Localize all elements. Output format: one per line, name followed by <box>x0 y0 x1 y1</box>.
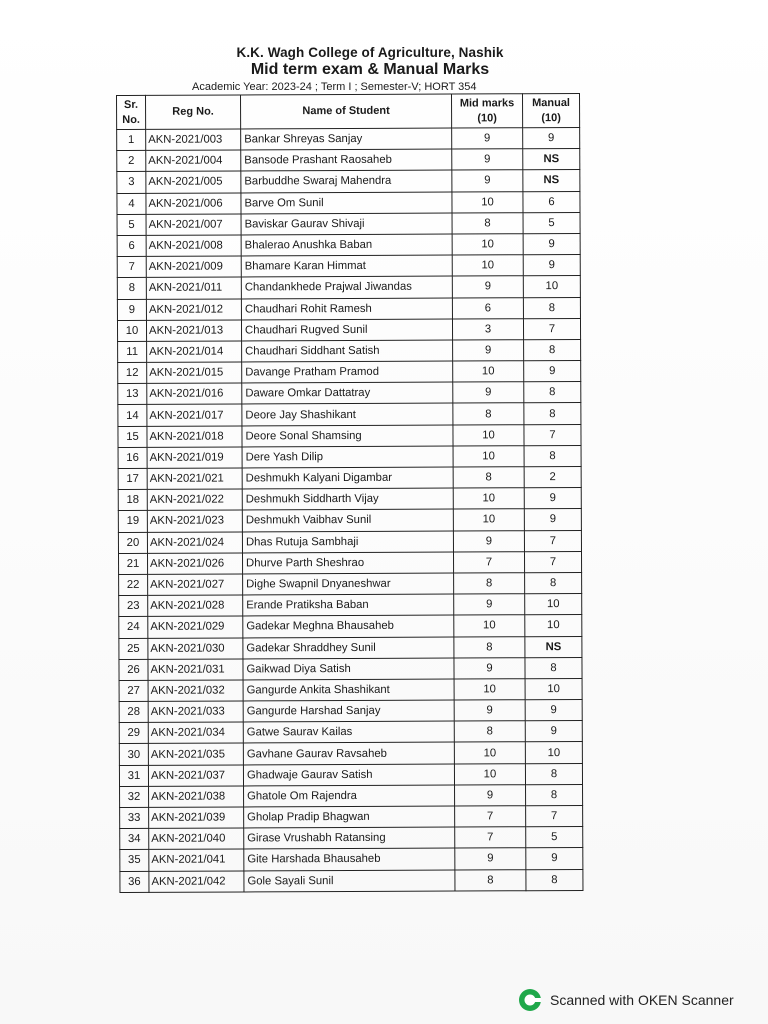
cell-sr-no: 31 <box>119 765 148 786</box>
table-row <box>119 636 582 659</box>
cell-student-name: Daware Omkar Dattatray <box>242 382 453 404</box>
table-row <box>118 551 581 574</box>
header-manual-line1: Manual <box>532 96 571 109</box>
cell-manual-marks: 8 <box>524 445 581 466</box>
cell-mid-marks: 9 <box>453 340 524 361</box>
table-row <box>120 869 583 892</box>
cell-sr-no: 12 <box>118 362 147 383</box>
cell-student-name: Gangurde Ankita Shashikant <box>243 679 454 701</box>
cell-mid-marks: 10 <box>453 361 524 382</box>
cell-reg-no: AKN-2021/027 <box>148 574 243 596</box>
cell-mid-marks: 10 <box>452 255 523 276</box>
cell-manual-marks: 9 <box>524 509 581 530</box>
cell-reg-no: AKN-2021/035 <box>148 743 243 765</box>
cell-reg-no: AKN-2021/019 <box>147 447 242 469</box>
cell-mid-marks: 8 <box>455 869 526 890</box>
table-header-row <box>117 93 580 129</box>
cell-reg-no: AKN-2021/030 <box>148 637 243 659</box>
cell-reg-no: AKN-2021/013 <box>146 320 241 342</box>
cell-manual-marks: 6 <box>523 191 580 212</box>
cell-student-name: Barve Om Sunil <box>241 192 452 214</box>
cell-sr-no: 14 <box>118 405 147 426</box>
oken-scanner-logo-icon <box>518 988 542 1012</box>
cell-mid-marks: 7 <box>455 806 526 827</box>
cell-reg-no: AKN-2021/038 <box>149 786 244 808</box>
table-row <box>120 805 583 828</box>
cell-sr-no: 23 <box>119 595 148 616</box>
cell-reg-no: AKN-2021/006 <box>146 193 241 215</box>
cell-mid-marks: 9 <box>455 848 526 869</box>
cell-manual-marks: NS <box>525 636 582 657</box>
table-row <box>117 276 580 299</box>
cell-mid-marks: 3 <box>452 318 523 339</box>
cell-mid-marks: 8 <box>452 212 523 233</box>
cell-mid-marks: 8 <box>454 721 525 742</box>
cell-student-name: Barbuddhe Swaraj Mahendra <box>241 170 452 192</box>
table-row <box>120 784 583 807</box>
cell-reg-no: AKN-2021/037 <box>148 765 243 787</box>
cell-student-name: Chaudhari Siddhant Satish <box>242 340 453 362</box>
cell-sr-no: 18 <box>118 490 147 511</box>
table-row <box>119 742 582 765</box>
table-row <box>119 594 582 617</box>
cell-student-name: Deshmukh Vaibhav Sunil <box>242 509 453 531</box>
cell-mid-marks: 8 <box>453 403 524 424</box>
cell-mid-marks: 10 <box>452 234 523 255</box>
cell-sr-no: 30 <box>119 744 148 765</box>
cell-student-name: Gadekar Shraddhey Sunil <box>243 637 454 659</box>
header-manual-line2: (10) <box>541 111 561 124</box>
cell-manual-marks: 8 <box>524 403 581 424</box>
cell-manual-marks: 8 <box>524 339 581 360</box>
cell-student-name: Girase Vrushabh Ratansing <box>244 827 455 849</box>
cell-student-name: Gangurde Harshad Sanjay <box>243 700 454 722</box>
table-row <box>118 530 581 553</box>
cell-mid-marks: 9 <box>454 657 525 678</box>
table-row <box>118 424 581 447</box>
cell-mid-marks: 9 <box>454 594 525 615</box>
cell-student-name: Davange Pratham Pramod <box>242 361 453 383</box>
cell-sr-no: 16 <box>118 447 147 468</box>
cell-sr-no: 24 <box>119 617 148 638</box>
cell-manual-marks: 8 <box>525 763 582 784</box>
table-row <box>117 212 580 235</box>
header-mid-line2: (10) <box>477 111 497 124</box>
cell-sr-no: 35 <box>120 850 149 871</box>
table-row <box>118 488 581 511</box>
cell-sr-no: 9 <box>117 299 146 320</box>
table-row <box>119 657 582 680</box>
cell-mid-marks: 9 <box>455 785 526 806</box>
cell-mid-marks: 10 <box>452 191 523 212</box>
table-row <box>119 700 582 723</box>
table-row <box>118 509 581 532</box>
cell-student-name: Gaikwad Diya Satish <box>243 658 454 680</box>
cell-reg-no: AKN-2021/007 <box>146 214 241 236</box>
table-row <box>117 255 580 278</box>
table-row <box>118 361 581 384</box>
cell-sr-no: 32 <box>120 786 149 807</box>
cell-student-name: Ghatole Om Rajendra <box>244 785 455 807</box>
table-row <box>119 763 582 786</box>
cell-sr-no: 11 <box>118 341 147 362</box>
cell-reg-no: AKN-2021/009 <box>146 256 241 278</box>
cell-mid-marks: 10 <box>454 679 525 700</box>
cell-sr-no: 17 <box>118 468 147 489</box>
table-row <box>117 318 580 341</box>
cell-reg-no: AKN-2021/042 <box>149 871 244 893</box>
cell-reg-no: AKN-2021/032 <box>148 680 243 702</box>
cell-sr-no: 22 <box>119 574 148 595</box>
cell-manual-marks: NS <box>523 170 580 191</box>
cell-manual-marks: 9 <box>523 233 580 254</box>
cell-student-name: Bankar Shreyas Sanjay <box>241 128 452 150</box>
cell-student-name: Dere Yash Dilip <box>242 446 453 468</box>
cell-mid-marks: 9 <box>453 382 524 403</box>
cell-student-name: Dhas Rutuja Sambhaji <box>242 531 453 553</box>
cell-sr-no: 5 <box>117 214 146 235</box>
cell-sr-no: 36 <box>120 871 149 892</box>
cell-sr-no: 29 <box>119 723 148 744</box>
table-row <box>117 297 580 320</box>
cell-reg-no: AKN-2021/016 <box>147 383 242 405</box>
cell-manual-marks: 9 <box>523 127 580 148</box>
cell-mid-marks: 9 <box>452 170 523 191</box>
cell-student-name: Ghadwaje Gaurav Satish <box>243 764 454 786</box>
cell-reg-no: AKN-2021/029 <box>148 616 243 638</box>
cell-student-name: Deshmukh Siddharth Vijay <box>242 488 453 510</box>
cell-reg-no: AKN-2021/017 <box>147 404 242 426</box>
cell-manual-marks: 9 <box>524 488 581 509</box>
cell-mid-marks: 8 <box>453 467 524 488</box>
cell-manual-marks: 9 <box>524 361 581 382</box>
cell-sr-no: 3 <box>117 172 146 193</box>
cell-mid-marks: 10 <box>453 488 524 509</box>
cell-reg-no: AKN-2021/040 <box>149 828 244 850</box>
cell-manual-marks: 7 <box>524 530 581 551</box>
cell-reg-no: AKN-2021/003 <box>146 129 241 151</box>
cell-sr-no: 4 <box>117 193 146 214</box>
header-mid-marks <box>451 94 522 128</box>
scanner-watermark <box>518 988 734 1012</box>
cell-mid-marks: 10 <box>453 424 524 445</box>
cell-manual-marks: 9 <box>523 255 580 276</box>
header-manual-marks <box>522 93 579 127</box>
academic-year-line: Academic Year: 2023-24 ; Term I ; Semester-V; HORT 354 <box>192 81 477 93</box>
cell-student-name: Dhurve Parth Sheshrao <box>242 552 453 574</box>
marks-table <box>116 93 583 893</box>
header-mid-line1: Mid marks <box>459 96 515 109</box>
cell-student-name: Chandankhede Prajwal Jiwandas <box>241 276 452 298</box>
cell-student-name: Deore Jay Shashikant <box>242 403 453 425</box>
cell-mid-marks: 10 <box>453 446 524 467</box>
cell-sr-no: 19 <box>118 511 147 532</box>
cell-sr-no: 8 <box>117 278 146 299</box>
cell-student-name: Dighe Swapnil Dnyaneshwar <box>243 573 454 595</box>
cell-reg-no: AKN-2021/014 <box>147 341 242 363</box>
cell-sr-no: 28 <box>119 701 148 722</box>
cell-manual-marks: 2 <box>524 466 581 487</box>
table-row <box>118 445 581 468</box>
cell-mid-marks: 6 <box>452 297 523 318</box>
cell-sr-no: 6 <box>117 235 146 256</box>
cell-manual-marks: 10 <box>525 615 582 636</box>
header-sr-line1: Sr. <box>123 98 139 111</box>
cell-mid-marks: 9 <box>452 149 523 170</box>
cell-manual-marks: 10 <box>525 594 582 615</box>
cell-student-name: Bansode Prashant Raosaheb <box>241 149 452 171</box>
cell-manual-marks: 5 <box>523 212 580 233</box>
cell-reg-no: AKN-2021/012 <box>146 298 241 320</box>
cell-manual-marks: 9 <box>526 848 583 869</box>
cell-student-name: Gholap Pradip Bhagwan <box>244 806 455 828</box>
table-row <box>118 403 581 426</box>
cell-reg-no: AKN-2021/021 <box>147 468 242 490</box>
cell-sr-no: 2 <box>117 151 146 172</box>
cell-mid-marks: 7 <box>453 551 524 572</box>
cell-reg-no: AKN-2021/039 <box>149 807 244 829</box>
cell-reg-no: AKN-2021/033 <box>148 701 243 723</box>
cell-student-name: Deshmukh Kalyani Digambar <box>242 467 453 489</box>
cell-manual-marks: 5 <box>526 827 583 848</box>
cell-manual-marks: 9 <box>525 700 582 721</box>
college-name: K.K. Wagh College of Agriculture, Nashik <box>236 45 504 60</box>
cell-student-name: Bhalerao Anushka Baban <box>241 234 452 256</box>
cell-mid-marks: 8 <box>454 573 525 594</box>
cell-manual-marks: 8 <box>524 382 581 403</box>
cell-reg-no: AKN-2021/011 <box>146 277 241 299</box>
table-row <box>119 572 582 595</box>
cell-manual-marks: 7 <box>524 424 581 445</box>
cell-sr-no: 33 <box>120 807 149 828</box>
cell-sr-no: 7 <box>117 256 146 277</box>
table-row <box>119 615 582 638</box>
cell-manual-marks: 8 <box>523 297 580 318</box>
cell-student-name: Chaudhari Rugved Sunil <box>241 319 452 341</box>
cell-student-name: Gole Sayali Sunil <box>244 870 455 892</box>
cell-reg-no: AKN-2021/018 <box>147 426 242 448</box>
cell-sr-no: 13 <box>118 384 147 405</box>
cell-manual-marks: 10 <box>525 742 582 763</box>
cell-manual-marks: NS <box>523 149 580 170</box>
cell-sr-no: 34 <box>120 829 149 850</box>
cell-sr-no: 25 <box>119 638 148 659</box>
cell-manual-marks: 8 <box>525 657 582 678</box>
cell-mid-marks: 7 <box>455 827 526 848</box>
cell-student-name: Chaudhari Rohit Ramesh <box>241 298 452 320</box>
cell-reg-no: AKN-2021/005 <box>146 171 241 193</box>
table-row <box>118 466 581 489</box>
cell-manual-marks: 7 <box>523 318 580 339</box>
table-row <box>117 127 580 150</box>
scanner-text: Scanned with OKEN Scanner <box>550 992 734 1008</box>
cell-mid-marks: 9 <box>452 276 523 297</box>
cell-student-name: Gadekar Meghna Bhausaheb <box>243 615 454 637</box>
table-row <box>120 848 583 871</box>
cell-mid-marks: 10 <box>454 763 525 784</box>
cell-manual-marks: 8 <box>525 572 582 593</box>
cell-reg-no: AKN-2021/028 <box>148 595 243 617</box>
cell-reg-no: AKN-2021/023 <box>147 510 242 532</box>
marks-table-body <box>117 127 583 892</box>
cell-sr-no: 1 <box>117 129 146 150</box>
header-sr-no <box>117 95 146 129</box>
table-row <box>117 191 580 214</box>
cell-manual-marks: 10 <box>525 678 582 699</box>
table-row <box>120 827 583 850</box>
table-row <box>119 721 582 744</box>
table-row <box>118 339 581 362</box>
table-row <box>119 678 582 701</box>
cell-reg-no: AKN-2021/026 <box>147 553 242 575</box>
table-row <box>118 382 581 405</box>
cell-mid-marks: 10 <box>454 615 525 636</box>
cell-manual-marks: 7 <box>526 805 583 826</box>
cell-reg-no: AKN-2021/024 <box>147 532 242 554</box>
cell-reg-no: AKN-2021/041 <box>149 849 244 871</box>
cell-student-name: Gite Harshada Bhausaheb <box>244 848 455 870</box>
cell-sr-no: 27 <box>119 680 148 701</box>
cell-mid-marks: 10 <box>454 742 525 763</box>
cell-reg-no: AKN-2021/034 <box>148 722 243 744</box>
cell-mid-marks: 9 <box>454 700 525 721</box>
table-row <box>117 149 580 172</box>
cell-manual-marks: 10 <box>523 276 580 297</box>
cell-sr-no: 10 <box>117 320 146 341</box>
cell-sr-no: 20 <box>118 532 147 553</box>
table-row <box>117 233 580 256</box>
cell-mid-marks: 9 <box>452 128 523 149</box>
cell-student-name: Gavhane Gaurav Ravsaheb <box>243 742 454 764</box>
cell-student-name: Gatwe Saurav Kailas <box>243 721 454 743</box>
document-header <box>140 45 600 79</box>
cell-reg-no: AKN-2021/022 <box>147 489 242 511</box>
cell-student-name: Erande Pratiksha Baban <box>243 594 454 616</box>
cell-sr-no: 26 <box>119 659 148 680</box>
cell-manual-marks: 8 <box>526 869 583 890</box>
cell-reg-no: AKN-2021/004 <box>146 150 241 172</box>
header-reg-no: Reg No. <box>146 95 241 129</box>
header-sr-line2: No. <box>122 113 140 126</box>
cell-reg-no: AKN-2021/031 <box>148 659 243 681</box>
table-row <box>117 170 580 193</box>
cell-sr-no: 15 <box>118 426 147 447</box>
cell-manual-marks: 8 <box>526 784 583 805</box>
cell-sr-no: 21 <box>118 553 147 574</box>
document-title: Mid term exam & Manual Marks <box>250 61 490 78</box>
cell-mid-marks: 10 <box>453 509 524 530</box>
cell-student-name: Deore Sonal Shamsing <box>242 425 453 447</box>
header-student-name: Name of Student <box>241 94 452 129</box>
cell-manual-marks: 7 <box>524 551 581 572</box>
cell-student-name: Bhamare Karan Himmat <box>241 255 452 277</box>
cell-reg-no: AKN-2021/015 <box>147 362 242 384</box>
cell-reg-no: AKN-2021/008 <box>146 235 241 257</box>
cell-mid-marks: 8 <box>454 636 525 657</box>
cell-mid-marks: 9 <box>453 530 524 551</box>
cell-student-name: Baviskar Gaurav Shivaji <box>241 213 452 235</box>
cell-manual-marks: 9 <box>525 721 582 742</box>
